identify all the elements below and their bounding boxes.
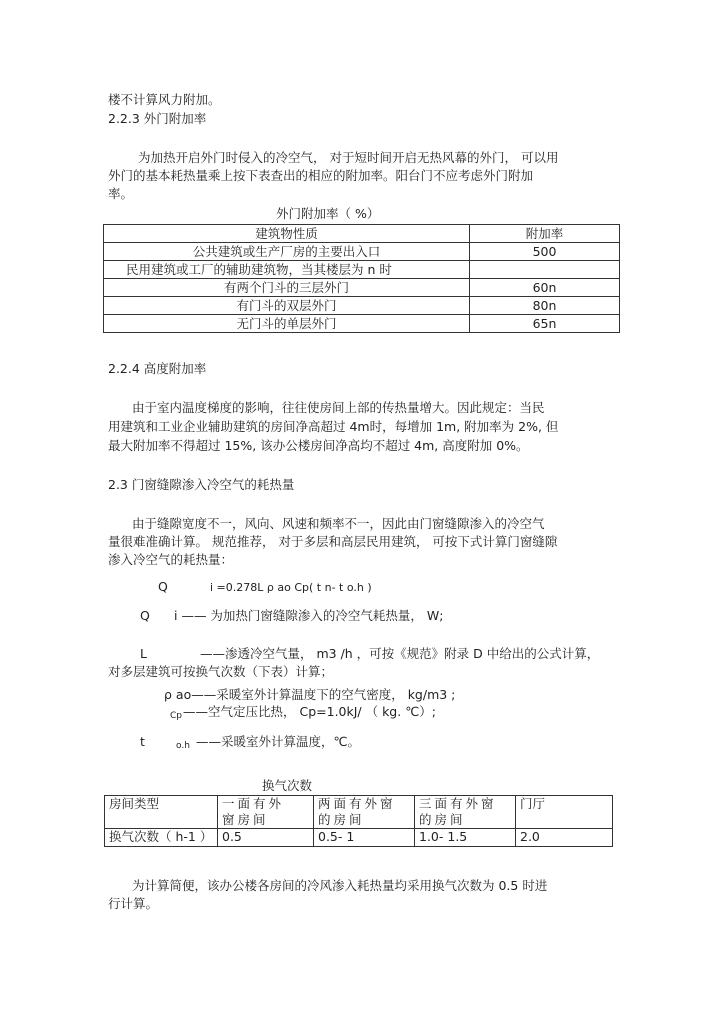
table-cell: 0.5 [218,829,314,847]
section-heading: 2.2.3 外门附加率 [108,111,207,126]
definition-subscript: o.h [176,741,190,751]
table-cell: 公共建筑或生产厂房的主要出入口 [104,243,470,261]
table-header-text: 门厅 [520,796,546,811]
table-cell: 1.0- 1.5 [415,829,516,847]
table-cell: 民用建筑或工厂的辅助建筑物，当其楼层为 n 时 [104,261,470,279]
table-cell [470,261,620,279]
table-header-row [104,225,620,243]
table-header-text: 的房间 [419,812,466,827]
definition-symbol: L [140,646,147,661]
section-heading: 2.2.4 高度附加率 [108,361,207,376]
table-header-row [105,796,613,829]
text-line: 楼不计算风力附加。 [108,92,221,107]
table-header-text: 的房间 [318,812,365,827]
paragraph-line: 最大附加率不得超过 15%, 该办公楼房间净高均不超过 4m, 高度附加 0%。 [108,438,529,453]
table-caption: 外门附加率（ %） [276,206,380,221]
table-row [104,243,620,261]
paragraph-line: 率。 [108,186,134,201]
table-header-text: 一面有外 [222,796,285,811]
table-cell: 有门斗的双层外门 [104,297,470,315]
paragraph-line: 由于室内温度梯度的影响，往往使房间上部的传热量增大。因此规定：当民 [132,400,545,415]
air-change-table [104,795,613,847]
paragraph-line: 由于缝隙宽度不一，风向、风速和频率不一，因此由门窗缝隙渗入的冷空气 [132,516,545,531]
definition-text: i —— 为加热门窗缝隙渗入的冷空气耗热量， W; [174,608,444,623]
paragraph-line: 渗入冷空气的耗热量： [108,552,234,567]
table-header-cell: 附加率 [470,225,620,243]
table-header-cell [314,796,415,829]
table-header-cell [218,796,314,829]
formula-symbol: Q [158,579,168,594]
paragraph-line: 行计算。 [108,896,159,911]
paragraph-line: 为计算简便，该办公楼各房间的冷风渗入耗热量均采用换气次数为 0.5 时进 [132,878,548,893]
table-header-cell: 建筑物性质 [104,225,470,243]
table-cell: 65n [470,315,620,333]
formula-expression: i =0.278L ρ ao Cp( t n- t o.h ) [210,581,372,594]
table-row [104,261,620,279]
table-cell: 80n [470,297,620,315]
table-cell: 60n [470,279,620,297]
section-heading: 2.3 门窗缝隙渗入冷空气的耗热量 [108,477,295,492]
definition-symbol: Q [140,608,150,623]
table-row [104,315,620,333]
table-header-cell [516,796,613,829]
table-header-text: 两面有外窗 [318,796,396,811]
table-cell: 无门斗的单层外门 [104,315,470,333]
table-cell: 2.0 [516,829,613,847]
definition-symbol: Cp [170,711,182,721]
table-header-cell [105,796,218,829]
table-row [105,829,613,847]
definition-text: ρ ao——采暖室外计算温度下的空气密度， kg/m3 ; [164,687,456,702]
paragraph-line: 为加热开启外门时侵入的冷空气， 对于短时间开启无热风幕的外门， 可以用 [138,150,559,165]
table-row [104,297,620,315]
definition-text: 对多层建筑可按换气次数（下表）计算； [108,664,334,679]
table-header-text: 窗房间 [222,812,269,827]
door-addition-table [103,224,620,333]
definition-text: ——渗透冷空气量， m3 /h ，可按《规范》附录 D 中给出的公式计算， [200,646,600,661]
table-cell: 0.5- 1 [314,829,415,847]
table-cell: 有两个门斗的三层外门 [104,279,470,297]
table-caption: 换气次数 [262,778,313,793]
table-cell: 换气次数（ h-1 ） [105,829,218,847]
paragraph-line: 用建筑和工业企业辅助建筑的房间净高超过 4m时，每增加 1m, 附加率为 2%, 但 [108,419,559,434]
paragraph-line: 外门的基本耗热量乘上按下表查出的相应的附加率。阳台门不应考虑外门附加 [108,168,534,183]
paragraph-line: 量很难准确计算。 规范推荐， 对于多层和高层民用建筑， 可按下式计算门窗缝隙 [108,534,558,549]
table-header-text: 三面有外窗 [419,796,497,811]
table-header-cell [415,796,516,829]
definition-symbol: t [140,734,145,749]
definition-text: ——采暖室外计算温度，℃。 [196,734,361,749]
table-header-text: 房间类型 [109,796,160,811]
table-cell: 500 [470,243,620,261]
definition-text: ——空气定压比热， Cp=1.0kJ/ （ kg. ℃）; [183,704,436,719]
table-row [104,279,620,297]
